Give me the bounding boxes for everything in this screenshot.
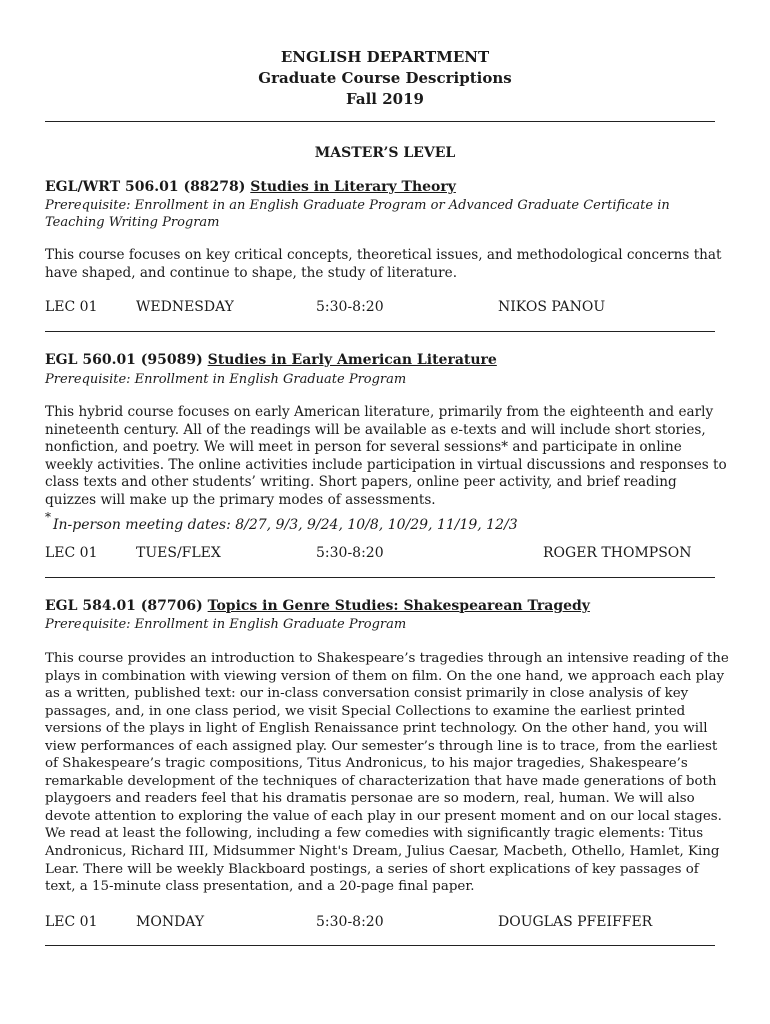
course-description: This course provides an introduction to Shakespeare’s tragedies through an intensive reading of the plays in combination with viewing version of them on film. On the one hand, we approach each play as a written, published text: our in-class conversation consist primarily in close analysis of key passages, and, in one class period, we visit Special Collections to examine the earliest printed versions of the plays in light of English Renaissance print technology. On the other hand, you will view performances of each assigned play. Our semester’s through line is to trace, from the earliest of Shakespeare’s tragic compositions, Titus Andronicus, to his major tragedies, Shakespeare’s remarkable development of the techniques of characterization that have made generations of both playgoers and readers feel that his dramatis personae are so modern, real, human. We will also devote attention to exploring the value of each play in our present moment and on our local stages. We read at least the following, including a few comedies with significantly tragic elements: Titus Andronicus, Richard III, Midsummer Night's Dream, Julius Caesar, Macbeth, Othello, Hamlet, King Lear. There will be weekly Blackboard postings, a series of short explications of key passages of text, a 15-minute class presentation, and a 20-page final paper. [45, 651, 729, 895]
course-code: EGL 560.01 (95089) [45, 352, 203, 368]
schedule-time: 5:30-8:20 [316, 299, 384, 315]
schedule-section: LEC 01 [45, 914, 98, 930]
section-heading: MASTER’S LEVEL [314, 145, 456, 161]
schedule-section: LEC 01 [45, 299, 98, 315]
schedule-section: LEC 01 [45, 545, 98, 561]
term-title: Fall 2019 [346, 90, 424, 108]
schedule-instructor: DOUGLAS PFEIFFER [498, 914, 653, 930]
department-title: ENGLISH DEPARTMENT [280, 48, 490, 66]
divider [45, 121, 715, 122]
course-description: This hybrid course focuses on early American literature, primarily from the eighteenth and early nineteenth century. All of the readings will be available as e-texts and will include short stories, nonfiction, and poetry. We will meet in person for several sessions* and participate in online weekly activities. The online activities include participation in virtual discussions and responses to class texts and other students’ writing. Short papers, online peer activity, and brief reading quizzes will make up the primary modes of assessments. [45, 404, 727, 508]
schedule-instructor: NIKOS PANOU [498, 299, 606, 315]
meeting-dates-text: In-person meeting dates: 8/27, 9/3, 9/24, 10/8, 10/29, 11/19, 12/3 [53, 517, 518, 533]
course-prerequisite: Prerequisite: Enrollment in English Graduate Program [45, 617, 407, 632]
schedule-day: MONDAY [136, 914, 205, 930]
course-code: EGL/WRT 506.01 (88278) [45, 179, 246, 195]
divider [45, 331, 715, 332]
course-heading [45, 179, 456, 195]
course-prerequisite: Prerequisite: Enrollment in English Graduate Program [45, 372, 407, 387]
schedule-day: TUES/FLEX [136, 545, 221, 561]
course-heading [45, 352, 497, 368]
schedule-day: WEDNESDAY [136, 299, 234, 315]
course-prerequisite: Prerequisite: Enrollment in an English Graduate Program or Advanced Graduate Certificate in Teaching Writing Program [45, 198, 670, 230]
schedule-time: 5:30-8:20 [316, 545, 384, 561]
course-title: Topics in Genre Studies: Shakespearean Tragedy [207, 598, 590, 614]
divider [45, 577, 715, 578]
schedule-instructor: ROGER THOMPSON [543, 545, 692, 561]
course-heading [45, 598, 590, 614]
schedule-time: 5:30-8:20 [316, 914, 384, 930]
footnote-marker: * [45, 510, 51, 524]
meeting-dates-note [45, 510, 518, 533]
course-title: Studies in Literary Theory [250, 179, 456, 195]
course-description: This course focuses on key critical concepts, theoretical issues, and methodological concerns that have shaped, and continue to shape, the study of literature. [45, 247, 722, 281]
divider [45, 945, 715, 946]
document-title: Graduate Course Descriptions [258, 69, 512, 87]
course-code: EGL 584.01 (87706) [45, 598, 203, 614]
course-title: Studies in Early American Literature [207, 352, 497, 368]
